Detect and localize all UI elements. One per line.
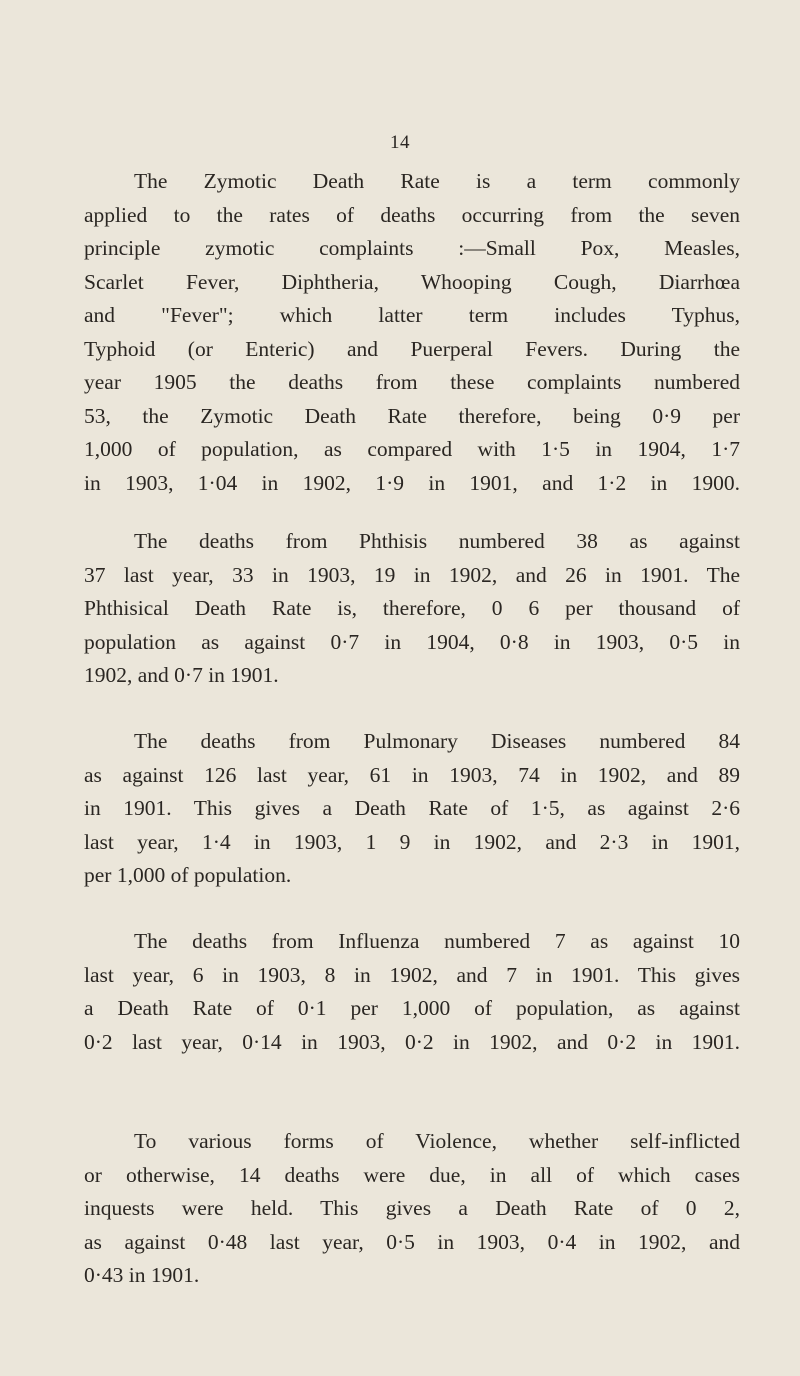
text-line: The Zymotic Death Rate is a term commonly: [134, 169, 740, 193]
text-line: 53, the Zymotic Death Rate therefore, being 0·9 per: [84, 403, 740, 428]
text-line: last year, 1·4 in 1903, 1 9 in 1902, and 2·3 in 1901,: [84, 829, 740, 854]
text-line: Phthisical Death Rate is, therefore, 0 6 per thousand of: [84, 596, 740, 620]
text-line: population as against 0·7 in 1904, 0·8 in 1903, 0·5 in: [84, 629, 740, 654]
text-line: 0·2 last year, 0·14 in 1903, 0·2 in 1902, and 0·2 in 1901.: [84, 1029, 740, 1054]
text-line: applied to the rates of deaths occurring from the seven: [84, 202, 740, 227]
text-line: per 1,000 of population.: [84, 863, 292, 887]
text-line: last year, 6 in 1903, 8 in 1902, and 7 in 1901. This gives: [84, 962, 740, 987]
text-line: 1,000 of population, as compared with 1·5 in 1904, 1·7: [84, 437, 740, 461]
text-line: Scarlet Fever, Diphtheria, Whooping Cough, Diarrhœa: [84, 269, 740, 294]
text-line: inquests were held. This gives a Death Rate of 0 2,: [84, 1196, 740, 1220]
text-line: in 1903, 1·04 in 1902, 1·9 in 1901, and 1·2 in 1900.: [84, 470, 740, 495]
text-line: To various forms of Violence, whether self-inflicted: [134, 1129, 740, 1153]
paragraph-violence: [84, 1125, 740, 1293]
text-line: in 1901. This gives a Death Rate of 1·5, as against 2·6: [84, 796, 740, 820]
text-line: The deaths from Pulmonary Diseases numbered 84: [134, 729, 740, 753]
text-line: The deaths from Influenza numbered 7 as against 10: [134, 929, 740, 953]
text-line: 1902, and 0·7 in 1901.: [84, 663, 279, 687]
text-line: Typhoid (or Enteric) and Puerperal Fevers. During the: [84, 336, 740, 361]
text-line: 0·43 in 1901.: [84, 1263, 200, 1287]
paragraph-pulmonary-diseases: [84, 725, 740, 893]
text-line: and "Fever"; which latter term includes Typhus,: [84, 303, 740, 327]
text-line: principle zymotic complaints :—Small Pox, Measles,: [84, 236, 740, 260]
text-line: a Death Rate of 0·1 per 1,000 of population, as against: [84, 996, 740, 1020]
text-line: The deaths from Phthisis numbered 38 as against: [134, 529, 740, 553]
paragraph-phthisis: [84, 525, 740, 693]
paragraph-influenza: [84, 925, 740, 1059]
text-line: as against 126 last year, 61 in 1903, 74 in 1902, and 89: [84, 762, 740, 787]
text-line: as against 0·48 last year, 0·5 in 1903, 0·4 in 1902, and: [84, 1229, 740, 1254]
paragraph-zymotic-death-rate: [84, 165, 740, 500]
text-line: 37 last year, 33 in 1903, 19 in 1902, and 26 in 1901. The: [84, 562, 740, 587]
page-number: 14: [390, 132, 410, 153]
text-line: or otherwise, 14 deaths were due, in all of which cases: [84, 1162, 740, 1187]
text-line: year 1905 the deaths from these complaints numbered: [84, 370, 740, 394]
